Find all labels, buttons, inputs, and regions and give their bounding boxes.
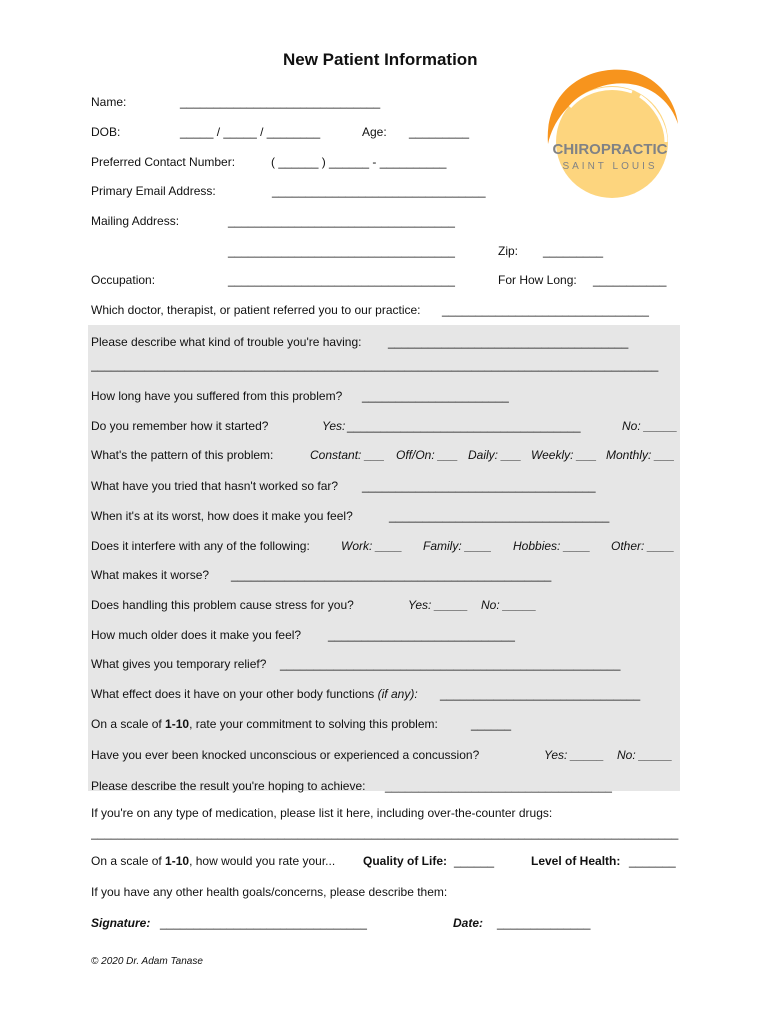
commitment-field[interactable]: ______ xyxy=(471,717,512,731)
email-label: Primary Email Address: xyxy=(91,184,216,198)
scale-range: 1-10 xyxy=(165,854,190,868)
name-field[interactable]: ______________________________ xyxy=(180,95,381,109)
zip-field[interactable]: _________ xyxy=(543,244,604,258)
effect-question-italic: (if any): xyxy=(377,687,418,701)
pattern-offon[interactable]: Off/On: ___ xyxy=(396,448,459,462)
concussion-no-field[interactable]: No: _____ xyxy=(617,748,673,762)
medication-field[interactable]: ________________________________________________________________________________________ xyxy=(91,826,679,840)
dob-label: DOB: xyxy=(91,125,121,139)
occupation-label: Occupation: xyxy=(91,273,156,287)
interfere-other[interactable]: Other: ____ xyxy=(611,539,675,553)
trouble-field[interactable]: ____________________________________ xyxy=(388,335,629,349)
how-long-label: For How Long: xyxy=(498,273,577,287)
suffered-field[interactable]: ______________________ xyxy=(362,389,509,403)
pattern-question: What's the pattern of this problem: xyxy=(91,448,274,462)
quality-label: Quality of Life: xyxy=(363,854,447,868)
signature-label: Signature: xyxy=(91,916,151,930)
health-label: Level of Health: xyxy=(531,854,621,868)
effect-question xyxy=(91,687,418,701)
logo-line2: SAINT LOUIS xyxy=(562,161,658,172)
trouble-question: Please describe what kind of trouble you're having: xyxy=(91,335,362,349)
stress-yes-field[interactable]: Yes: _____ xyxy=(408,598,469,612)
age-field[interactable]: _________ xyxy=(409,125,470,139)
how-long-field[interactable]: ___________ xyxy=(593,273,667,287)
worst-question: When it's at its worst, how does it make you feel? xyxy=(91,509,353,523)
signature-field[interactable]: _______________________________ xyxy=(160,916,367,930)
date-label: Date: xyxy=(453,916,484,930)
quality-field[interactable]: ______ xyxy=(454,854,495,868)
worse-field[interactable]: ________________________________________________ xyxy=(231,568,552,582)
interfere-work[interactable]: Work: ____ xyxy=(341,539,403,553)
name-label: Name: xyxy=(91,95,127,109)
pattern-monthly[interactable]: Monthly: ___ xyxy=(606,448,675,462)
started-yes-field[interactable]: ___________________________________ xyxy=(347,419,581,433)
mailing-field-1[interactable]: __________________________________ xyxy=(228,214,455,228)
commitment-pre: On a scale of xyxy=(91,717,166,731)
worst-field[interactable]: _________________________________ xyxy=(389,509,610,523)
effect-question-text: What effect does it have on your other body functions xyxy=(91,687,375,701)
pattern-constant[interactable]: Constant: ___ xyxy=(310,448,385,462)
worse-question: What makes it worse? xyxy=(91,568,210,582)
interfere-family[interactable]: Family: ____ xyxy=(423,539,492,553)
referred-field[interactable]: _______________________________ xyxy=(442,303,649,317)
started-yes-label: Yes: xyxy=(322,419,346,433)
commitment-scale: 1-10 xyxy=(165,717,190,731)
age-label: Age: xyxy=(362,125,387,139)
mailing-field-2[interactable]: __________________________________ xyxy=(228,244,455,258)
older-field[interactable]: ____________________________ xyxy=(328,628,515,642)
started-question: Do you remember how it started? xyxy=(91,419,269,433)
contact-label: Preferred Contact Number: xyxy=(91,155,236,169)
logo-line1: CHIROPRACTIC xyxy=(552,141,668,158)
occupation-field[interactable]: __________________________________ xyxy=(228,273,455,287)
scale-pre: On a scale of xyxy=(91,854,166,868)
stress-question: Does handling this problem cause stress for you? xyxy=(91,598,354,612)
chiropractic-logo xyxy=(540,62,680,202)
suffered-question: How long have you suffered from this problem? xyxy=(91,389,343,403)
result-question: Please describe the result you're hoping to achieve: xyxy=(91,779,366,793)
scale-question xyxy=(91,854,335,868)
email-field[interactable]: ________________________________ xyxy=(272,184,486,198)
dob-field[interactable]: _____ / _____ / ________ xyxy=(180,125,321,139)
concussion-yes-field[interactable]: Yes: _____ xyxy=(544,748,605,762)
trouble-field-2[interactable]: _____________________________________________________________________________________ xyxy=(91,358,659,372)
older-question: How much older does it make you feel? xyxy=(91,628,302,642)
interfere-question: Does it interfere with any of the following: xyxy=(91,539,310,553)
result-field[interactable]: __________________________________ xyxy=(385,779,612,793)
started-no-field[interactable]: No: _____ xyxy=(622,419,678,433)
concussion-question: Have you ever been knocked unconscious or experienced a concussion? xyxy=(91,748,480,762)
tried-question: What have you tried that hasn't worked so far? xyxy=(91,479,339,493)
stress-no-field[interactable]: No: _____ xyxy=(481,598,537,612)
mailing-label: Mailing Address: xyxy=(91,214,180,228)
page-title: New Patient Information xyxy=(283,50,478,69)
tried-field[interactable]: ___________________________________ xyxy=(362,479,596,493)
commitment-question xyxy=(91,717,438,731)
interfere-hobbies[interactable]: Hobbies: ____ xyxy=(513,539,591,553)
commitment-post: , rate your commitment to solving this problem: xyxy=(189,717,438,731)
pattern-daily[interactable]: Daily: ___ xyxy=(468,448,522,462)
relief-field[interactable]: ___________________________________________________ xyxy=(280,657,621,671)
medication-question: If you're on any type of medication, please list it here, including over-the-counter drugs: xyxy=(91,806,553,820)
copyright-text: © 2020 Dr. Adam Tanase xyxy=(91,956,203,967)
relief-question: What gives you temporary relief? xyxy=(91,657,267,671)
pattern-weekly[interactable]: Weekly: ___ xyxy=(531,448,597,462)
effect-field[interactable]: ______________________________ xyxy=(440,687,641,701)
scale-post: , how would you rate your... xyxy=(189,854,336,868)
goals-question: If you have any other health goals/concerns, please describe them: xyxy=(91,885,448,899)
health-field[interactable]: _______ xyxy=(629,854,676,868)
zip-label: Zip: xyxy=(498,244,519,258)
date-field[interactable]: ______________ xyxy=(497,916,591,930)
referred-question: Which doctor, therapist, or patient referred you to our practice: xyxy=(91,303,421,317)
contact-field[interactable]: ( ______ ) ______ - __________ xyxy=(271,155,447,169)
